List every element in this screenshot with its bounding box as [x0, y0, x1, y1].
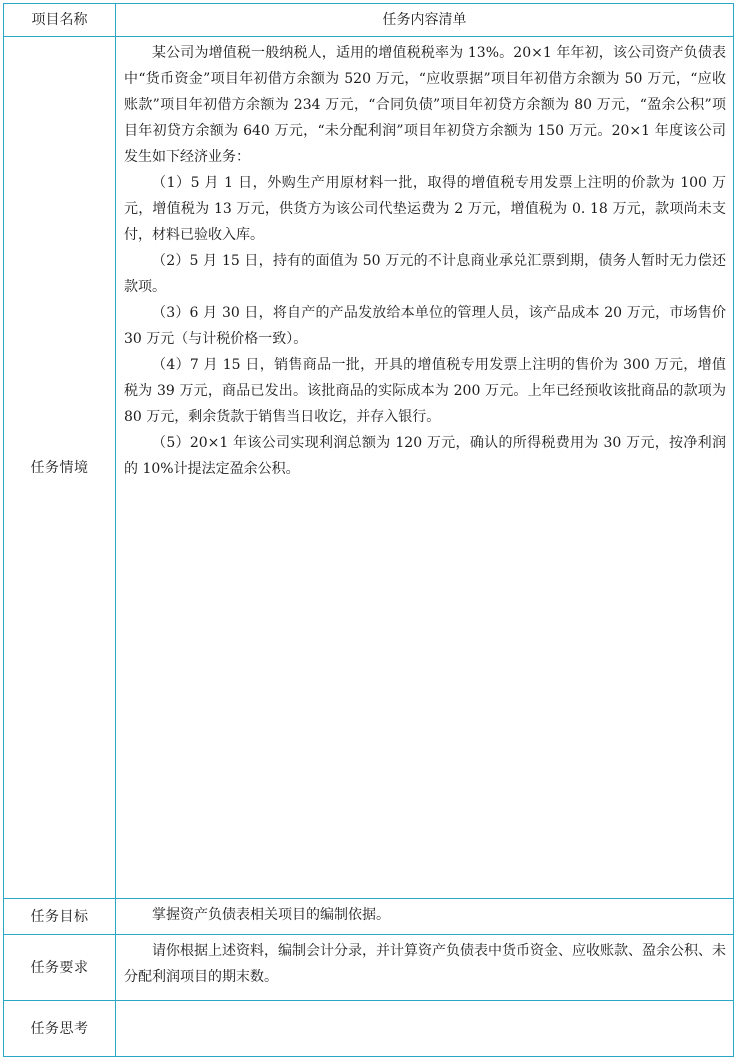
header-row [4, 4, 734, 37]
scenario-item-3: （3）6 月 30 日，将自产的产品发放给本单位的管理人员，该产品成本 20 万元，市场售价 30 万元（与计税价格一致）。 [124, 305, 726, 347]
reflection-row [4, 1001, 734, 1057]
reflection-label: 任务思考 [4, 1001, 116, 1057]
goal-label: 任务目标 [4, 899, 116, 935]
scenario-item-2: （2）5 月 15 日，持有的面值为 50 万元的不计息商业承兑汇票到期，债务人暂时无力偿还款项。 [124, 253, 726, 295]
scenario-content [116, 37, 734, 899]
scenario-item-4: （4）7 月 15 日，销售商品一批，开具的增值税专用发票上注明的售价为 300 万元，增值税为 39 万元，商品已发出。该批商品的实际成本为 200 万元。上年已经预收该批商品的款项为 80 万元，剩余货款于销售当日收讫，并存入银行。 [124, 357, 726, 425]
requirement-content [116, 935, 734, 1001]
reflection-answer-area[interactable] [116, 1001, 734, 1057]
scenario-item-5: （5）20×1 年该公司实现利润总额为 120 万元，确认的所得税费用为 30 万元，按净利润的 10%计提法定盈余公积。 [124, 435, 726, 477]
header-project-name: 项目名称 [4, 4, 116, 37]
requirement-text: 请你根据上述资料，编制会计分录，并计算资产负债表中货币资金、应收账款、盈余公积、未分配利润项目的期末数。 [124, 943, 726, 986]
scenario-row [4, 37, 734, 899]
requirement-row [4, 935, 734, 1001]
task-table [3, 3, 734, 1057]
scenario-intro: 某公司为增值税一般纳税人，适用的增值税税率为 13%。20×1 年年初，该公司资产负债表中“货币资金”项目年初借方余额为 520 万元，“应收票据”项目年初借方余额为 50 万元，“应收账款”项目年初借方余额为 234 万元，“合同负债”项目年初贷方余额为 80 万元，“盈余公积”项目年初贷方余额为 640 万元，“未分配利润”项目年初贷方余额为 150 万元。20×1 年度该公司发生如下经济业务： [124, 45, 726, 165]
goal-row [4, 899, 734, 935]
goal-text: 掌握资产负债表相关项目的编制依据。 [152, 907, 390, 924]
scenario-label: 任务情境 [4, 37, 116, 899]
requirement-label: 任务要求 [4, 935, 116, 1001]
goal-content [116, 899, 734, 935]
header-task-content: 任务内容清单 [116, 4, 734, 37]
scenario-item-1: （1）5 月 1 日，外购生产用原材料一批，取得的增值税专用发票上注明的价款为 100 万元，增值税为 13 万元，供货方为该公司代垫运费为 2 万元，增值税为 0. 18 万元，款项尚未支付，材料已验收入库。 [124, 175, 726, 243]
